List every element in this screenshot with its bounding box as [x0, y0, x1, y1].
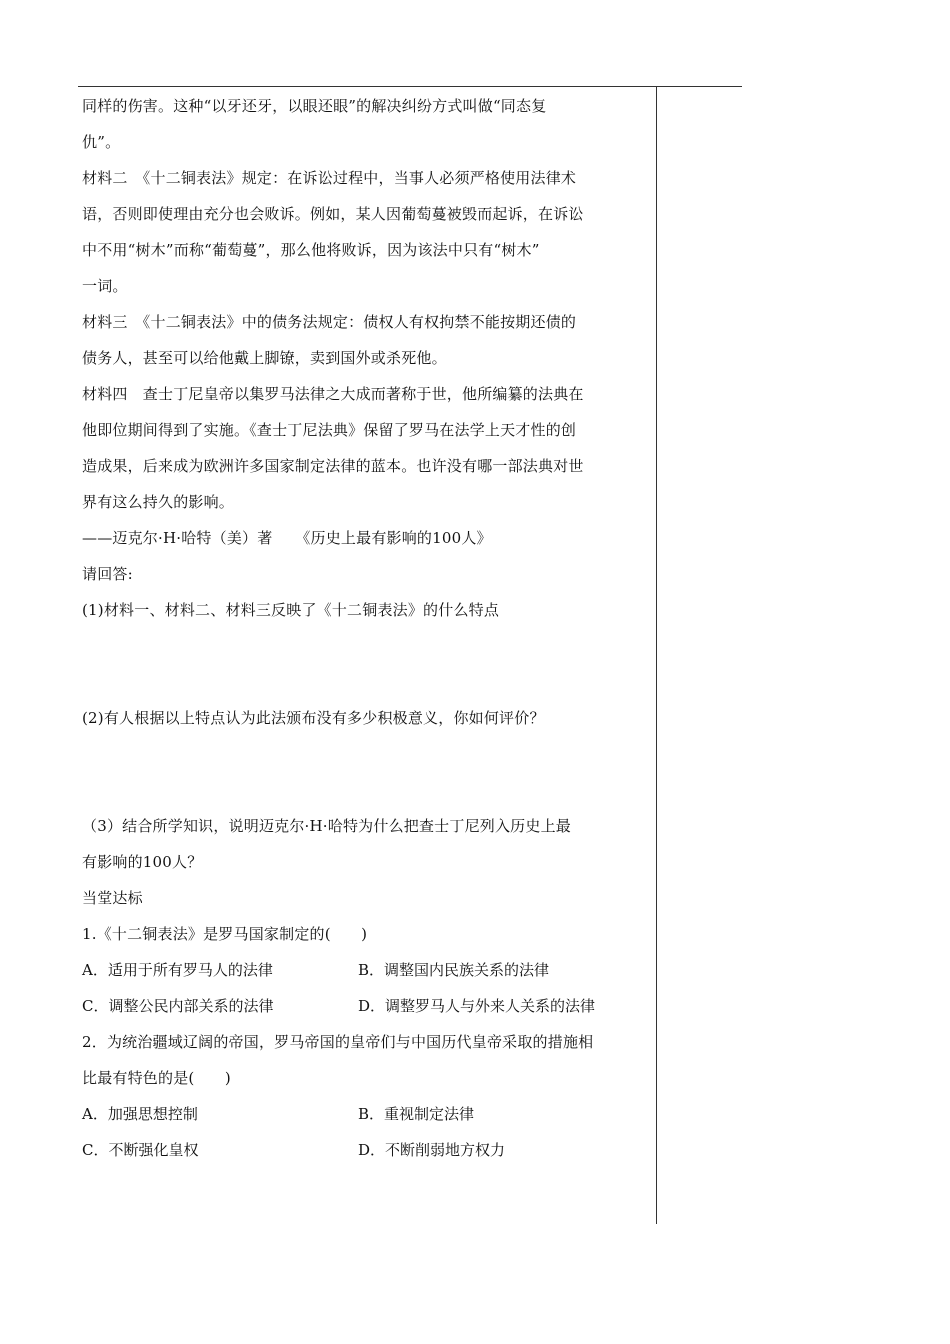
exercise-2-option-d[interactable]: D．不断削弱地方权力 [358, 1141, 506, 1159]
question-2: (2)有人根据以上特点认为此法颁布没有多少积极意义，你如何评价？ [82, 709, 545, 727]
answer-space-1[interactable] [82, 628, 654, 700]
material-two-line: 材料二 《十二铜表法》规定：在诉讼过程中，当事人必须严格使用法律术 [82, 169, 577, 187]
exercise-1-option-d[interactable]: D．调整罗马人与外来人关系的法律 [358, 997, 596, 1015]
exercise-2-option-a[interactable]: A．加强思想控制 [82, 1105, 198, 1123]
exercise-2-stem-line-1: 2．为统治疆域辽阔的帝国，罗马帝国的皇帝们与中国历代皇帝采取的措施相 [82, 1033, 594, 1051]
exercise-2-options-row-2 [82, 1132, 654, 1168]
exercise-2-options-row-1 [82, 1096, 654, 1132]
exercise-2-option-b[interactable]: B．重视制定法律 [358, 1105, 475, 1123]
exercise-2-option-c[interactable]: C．不断强化皇权 [82, 1141, 199, 1159]
material-four-line: 界有这么持久的影响。 [82, 493, 235, 511]
material-one-tail: 同样的伤害。这种“以牙还牙，以眼还眼”的解决纠纷方式叫做“同态复 [82, 97, 547, 115]
questions-prompt: 请回答: [82, 565, 133, 583]
exercise-heading: 当堂达标 [82, 889, 143, 907]
material-four-line: 他即位期间得到了实施。《查士丁尼法典》保留了罗马在法学上天才性的创 [82, 421, 577, 439]
exercise-2-stem-line-2: 比最有特色的是( ) [82, 1069, 231, 1087]
exercise-1-options-row-1 [82, 952, 654, 988]
exercise-1-option-b[interactable]: B．调整国内民族关系的法律 [358, 961, 550, 979]
material-four-line: 材料四 查士丁尼皇帝以集罗马法律之大成而著称于世，他所编纂的法典在 [82, 385, 584, 403]
margin-rule [656, 86, 657, 1224]
answer-space-2[interactable] [82, 736, 654, 808]
material-two-line: 中不用“树木”而称“葡萄蔓”，那么他将败诉，因为该法中只有“树木” [82, 241, 540, 259]
material-two-line: 语，否则即使理由充分也会败诉。例如，某人因葡萄蔓被毁而起诉，在诉讼 [82, 205, 584, 223]
source-citation: ——迈克尔·H·哈特（美）著 《历史上最有影响的100人》 [82, 529, 492, 547]
question-3-line-2: 有影响的100人？ [82, 853, 203, 871]
material-three-line: 材料三 《十二铜表法》中的债务法规定：债权人有权拘禁不能按期还债的 [82, 313, 577, 331]
question-1: (1)材料一、材料二、材料三反映了《十二铜表法》的什么特点 [82, 601, 500, 619]
exercise-1-options-row-2 [82, 988, 654, 1024]
material-three-line: 债务人，甚至可以给他戴上脚镣，卖到国外或杀死他。 [82, 349, 447, 367]
question-3-line-1: （3）结合所学知识，说明迈克尔·H·哈特为什么把查士丁尼列入历史上最 [82, 817, 571, 835]
exercise-1-option-c[interactable]: C．调整公民内部关系的法律 [82, 997, 274, 1015]
material-one-tail-2: 仇”。 [82, 133, 121, 151]
worksheet-body [82, 88, 654, 1168]
exercise-1-option-a[interactable]: A．适用于所有罗马人的法律 [82, 961, 273, 979]
exercise-1-stem: 1.《十二铜表法》是罗马国家制定的( ) [82, 925, 368, 943]
top-rule [78, 86, 742, 87]
material-four-line: 造成果，后来成为欧洲许多国家制定法律的蓝本。也许没有哪一部法典对世 [82, 457, 584, 475]
material-two-line: 一词。 [82, 277, 128, 295]
